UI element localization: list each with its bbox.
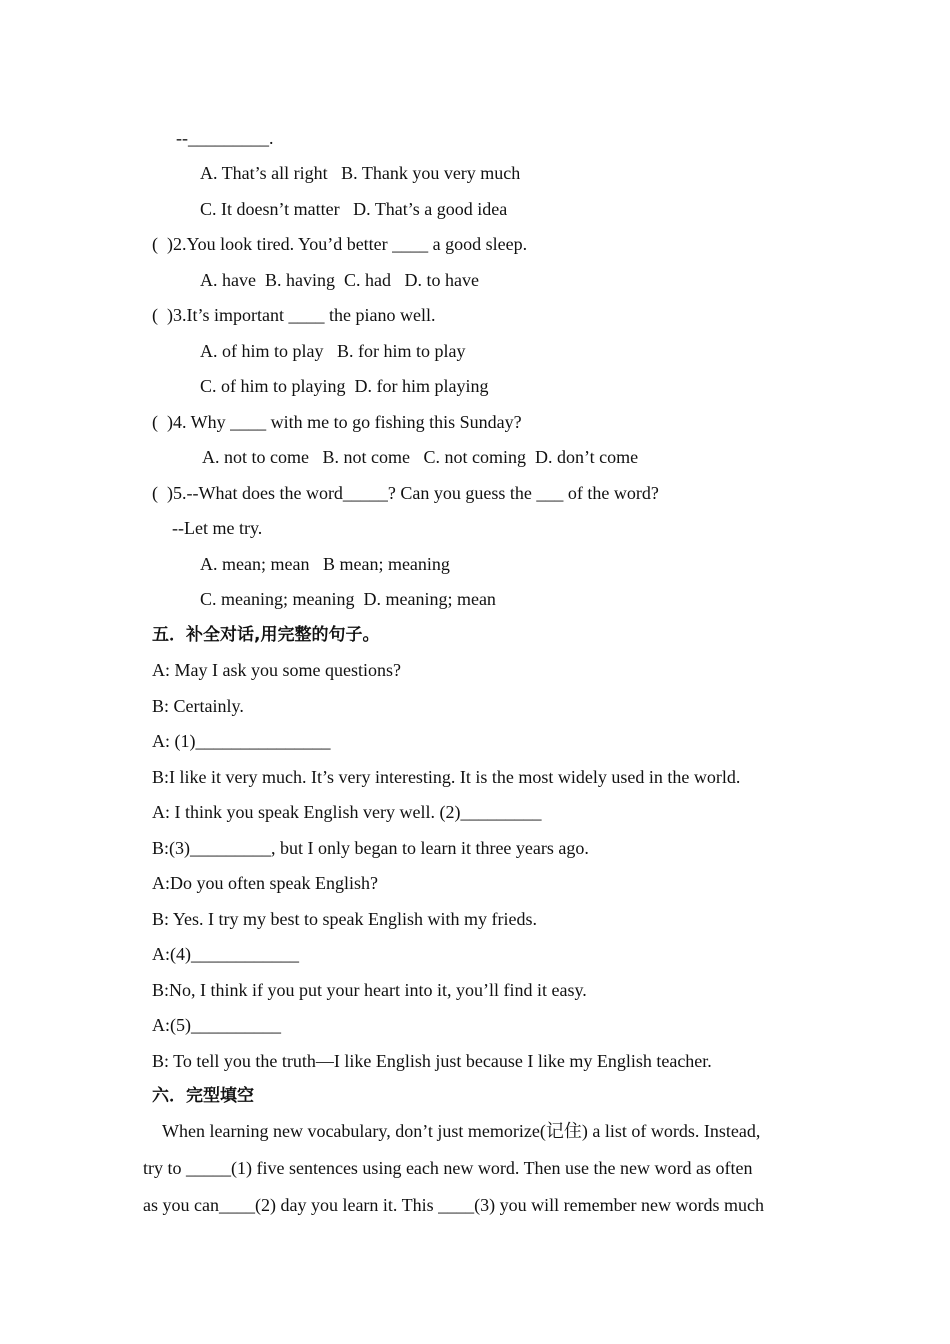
q3-options-row-2: C. of him to playing D. for him playing xyxy=(200,376,489,396)
q4-stem: ( )4. Why ____ with me to go fishing this Sunday? xyxy=(152,412,522,432)
dialogue-line: A: (1)_______________ xyxy=(152,731,331,751)
q5-reply: --Let me try. xyxy=(172,518,263,538)
dialogue-line: A:(4)____________ xyxy=(152,944,299,964)
dialogue-line: B: Certainly. xyxy=(152,696,244,716)
cloze-paragraph-line-2: try to _____(1) five sentences using each new word. Then use the new word as often xyxy=(143,1158,753,1178)
cloze-paragraph-line-1: When learning new vocabulary, don’t just memorize(记住) a list of words. Instead, xyxy=(162,1121,761,1141)
dialogue-line: B:(3)_________, but I only began to learn it three years ago. xyxy=(152,838,589,858)
q1-options-row-2: C. It doesn’t matter D. That’s a good idea xyxy=(200,199,508,219)
q1-answer-blank: --_________. xyxy=(176,128,274,148)
q3-options-row-1: A. of him to play B. for him to play xyxy=(200,341,466,361)
dialogue-line: B:I like it very much. It’s very interesting. It is the most widely used in the world. xyxy=(152,767,741,787)
q1-options-row-1: A. That’s all right B. Thank you very much xyxy=(200,163,521,183)
dialogue-line: B: Yes. I try my best to speak English with my frieds. xyxy=(152,909,537,929)
q5-options-row-2: C. meaning; meaning D. meaning; mean xyxy=(200,589,496,609)
dialogue-line: A: May I ask you some questions? xyxy=(152,660,401,680)
q2-options: A. have B. having C. had D. to have xyxy=(200,270,479,290)
q2-stem: ( )2.You look tired. You’d better ____ a good sleep. xyxy=(152,234,528,254)
q5-stem: ( )5.--What does the word_____? Can you guess the ___ of the word? xyxy=(152,483,659,503)
section-5-heading: 五．补全对话,用完整的句子。 xyxy=(152,625,380,645)
dialogue-line: A:Do you often speak English? xyxy=(152,873,378,893)
dialogue-line: B: To tell you the truth—I like English just because I like my English teacher. xyxy=(152,1051,712,1071)
section-6-heading: 六．完型填空 xyxy=(152,1086,254,1106)
q4-options: A. not to come B. not come C. not coming D. don’t come xyxy=(202,447,639,467)
cloze-paragraph-line-3: as you can____(2) day you learn it. This ____(3) you will remember new words much xyxy=(143,1195,765,1215)
q3-stem: ( )3.It’s important ____ the piano well. xyxy=(152,305,436,325)
dialogue-line: A:(5)__________ xyxy=(152,1015,281,1035)
dialogue-line: B:No, I think if you put your heart into it, you’ll find it easy. xyxy=(152,980,587,1000)
q5-options-row-1: A. mean; mean B mean; meaning xyxy=(200,554,450,574)
dialogue-line: A: I think you speak English very well. (2)_________ xyxy=(152,802,542,822)
